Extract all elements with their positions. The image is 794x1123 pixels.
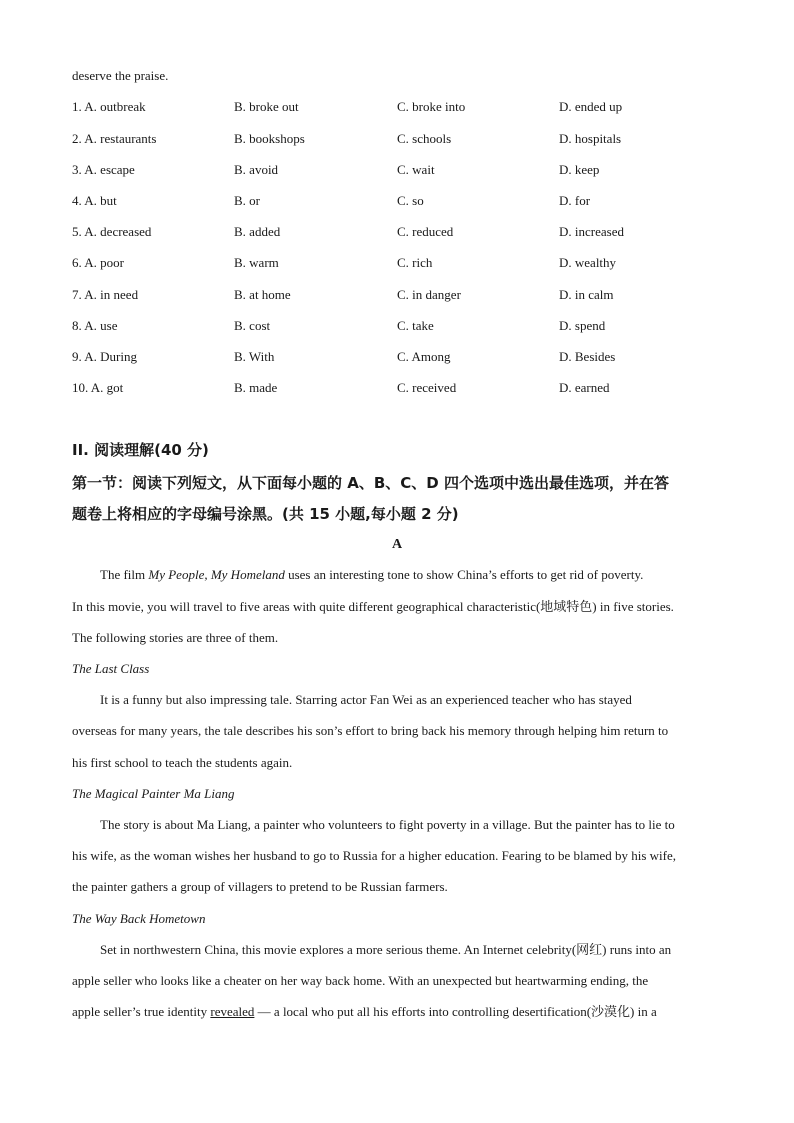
option-choice: C. broke into (397, 99, 466, 114)
option-choice: D. hospitals (559, 131, 622, 146)
option-choice: 10. A. got (72, 380, 124, 395)
option-choice: D. wealthy (559, 255, 617, 270)
option-choice: B. added (234, 224, 281, 239)
story-3-line-3: apple seller’s true identity revealed — a local who put all his efforts into controlling desertification(沙漠化) in a (72, 1004, 657, 1019)
option-choice: B. warm (234, 255, 279, 270)
story-1-line-2: overseas for many years, the tale describes his son’s effort to bring back his memory through helping him return to (72, 723, 669, 738)
story-2-line-1: The story is about Ma Liang, a painter who volunteers to fight poverty in a village. But the painter has to lie to (100, 817, 675, 832)
option-choice: D. for (559, 193, 591, 208)
story-3-line-2: apple seller who looks like a cheater on her way back home. With an unexpected but heartwarming ending, the (72, 973, 649, 988)
option-choice: C. wait (397, 162, 435, 177)
story-2-line-3: the painter gathers a group of villagers to pretend to be Russian farmers. (72, 879, 448, 894)
option-row (72, 380, 732, 396)
option-choice: 8. A. use (72, 318, 118, 333)
underlined-word-revealed: revealed (210, 1004, 255, 1019)
option-row (72, 318, 732, 334)
option-row (72, 131, 732, 147)
option-row (72, 287, 732, 303)
instruction-line-2: 题卷上将相应的字母编号涂黑。(共 15 小题,每小题 2 分) (72, 505, 459, 523)
option-choice: B. With (234, 349, 275, 364)
option-choice: B. bookshops (234, 131, 305, 146)
option-choice: 6. A. poor (72, 255, 124, 270)
passage-intro-line-2: In this movie, you will travel to five areas with quite different geographical characteristic(地域特色) in five stories. (72, 599, 674, 614)
option-choice: B. cost (234, 318, 271, 333)
option-choice: 3. A. escape (72, 162, 135, 177)
option-choice: D. keep (559, 162, 600, 177)
option-choice: C. rich (397, 255, 433, 270)
story-1-line-3: his first school to teach the students again. (72, 755, 293, 770)
story-heading-3: The Way Back Hometown (72, 911, 206, 926)
option-choice: D. ended up (559, 99, 623, 114)
passage-intro-line-3: The following stories are three of them. (72, 630, 279, 645)
option-choice: 1. A. outbreak (72, 99, 146, 114)
option-choice: B. made (234, 380, 278, 395)
option-choice: 4. A. but (72, 193, 117, 208)
option-choice: 9. A. During (72, 349, 137, 364)
option-choice: B. broke out (234, 99, 299, 114)
passage-intro-line-1: The film My People, My Homeland uses an interesting tone to show China’s efforts to get rid of poverty. (100, 567, 644, 582)
story-3-line-1: Set in northwestern China, this movie explores a more serious theme. An Internet celebrity(网红) runs into an (100, 942, 672, 957)
option-choice: C. in danger (397, 287, 461, 302)
option-choice: C. Among (397, 349, 451, 364)
instruction-line-1: 第一节：阅读下列短文，从下面每小题的 A、B、C、D 四个选项中选出最佳选项，并在答 (72, 474, 669, 492)
option-row (72, 99, 732, 115)
option-choice: 7. A. in need (72, 287, 139, 302)
option-choice: C. take (397, 318, 434, 333)
option-row (72, 255, 732, 271)
option-choice: D. increased (559, 224, 624, 239)
option-choice: 5. A. decreased (72, 224, 152, 239)
section-title: II. 阅读理解(40 分) (72, 441, 209, 459)
option-row (72, 349, 732, 365)
passage-label: A (391, 537, 403, 552)
option-choice: C. so (397, 193, 424, 208)
option-choice: B. avoid (234, 162, 279, 177)
option-choice: C. reduced (397, 224, 454, 239)
option-choice: B. or (234, 193, 260, 208)
option-choice: 2. A. restaurants (72, 131, 157, 146)
option-choice: D. Besides (559, 349, 616, 364)
option-choice: B. at home (234, 287, 291, 302)
option-choice: D. spend (559, 318, 606, 333)
option-choice: D. earned (559, 380, 610, 395)
option-choice: C. received (397, 380, 457, 395)
option-choice: C. schools (397, 131, 452, 146)
story-1-line-1: It is a funny but also impressing tale. Starring actor Fan Wei as an experienced teacher who has stayed (100, 692, 632, 707)
intro-tail-text: deserve the praise. (72, 68, 169, 83)
story-heading-2: The Magical Painter Ma Liang (72, 786, 235, 801)
story-heading-1: The Last Class (72, 661, 150, 676)
film-title: My People, My Homeland (148, 567, 285, 582)
option-row (72, 224, 732, 240)
option-row (72, 193, 732, 209)
option-choice: D. in calm (559, 287, 614, 302)
story-2-line-2: his wife, as the woman wishes her husband to go to Russia for a higher education. Fearing to be blamed by his wife, (72, 848, 677, 863)
option-row (72, 162, 732, 178)
